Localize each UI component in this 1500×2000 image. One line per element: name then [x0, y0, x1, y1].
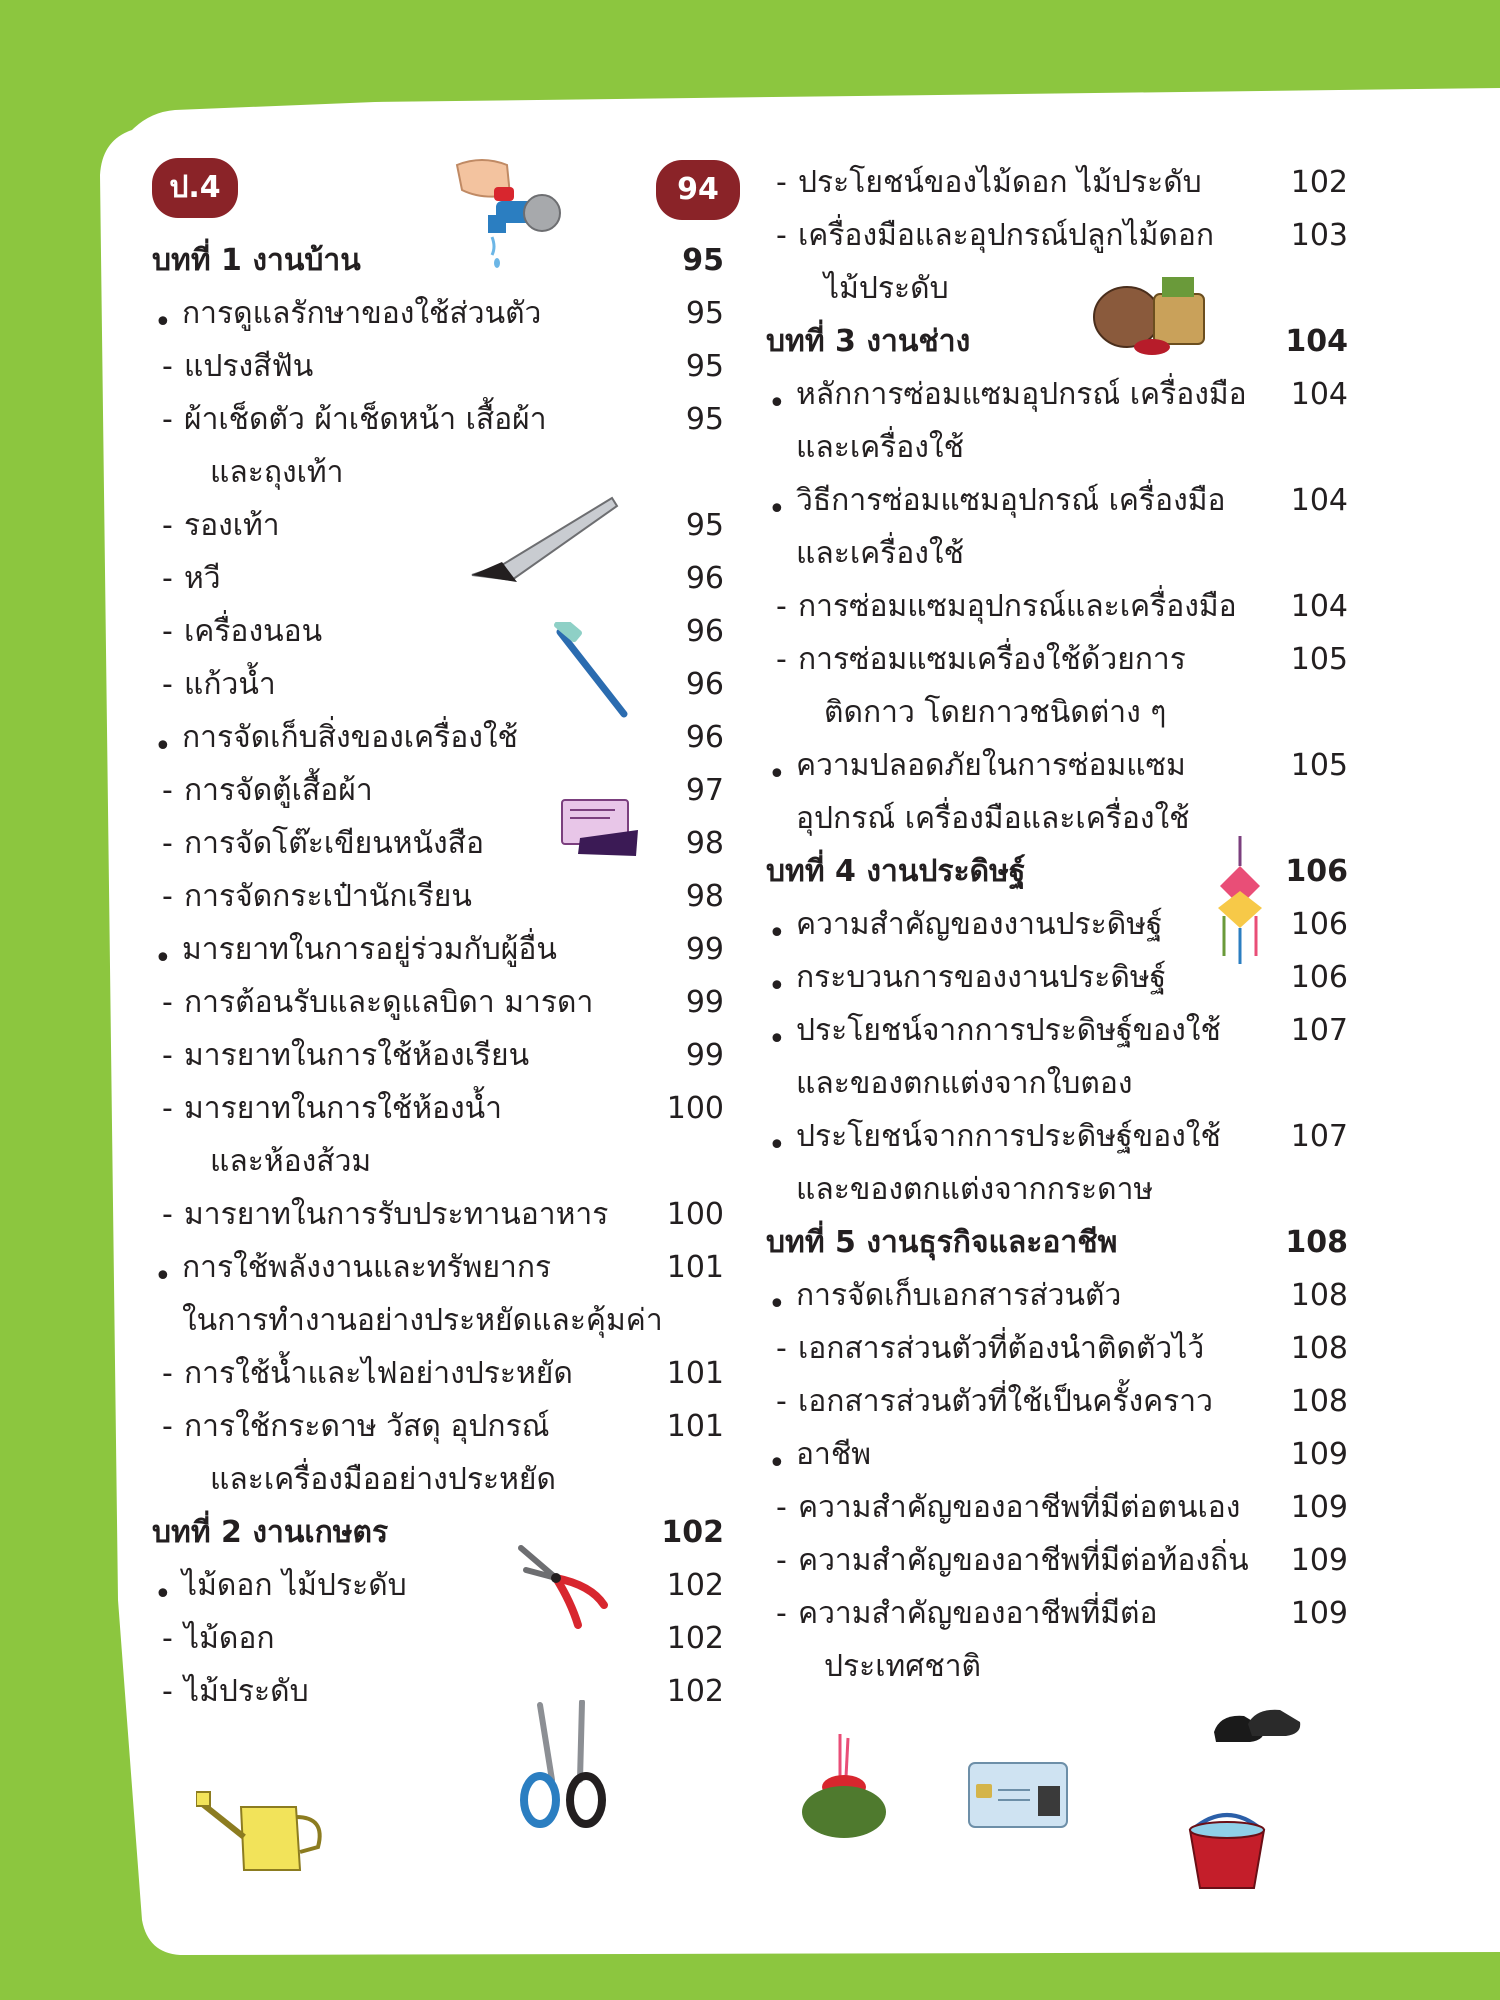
- toc-entry-text: - รองเท้า: [152, 508, 280, 543]
- toc-entry-page-number: 98: [685, 826, 724, 861]
- toc-entry-bullet: [152, 1559, 724, 1612]
- toc-entry-sub: [766, 1587, 1348, 1640]
- faucet-icon: [452, 155, 562, 270]
- comb-icon: [462, 490, 622, 590]
- toc-entry-page-number: 102: [666, 1621, 724, 1656]
- toc-entry-text: • ประโยชน์จากการประดิษฐ์ของใช้: [766, 1119, 1221, 1154]
- toc-entry-page-number: 104: [1290, 589, 1348, 624]
- toc-entry-text: ประเทศชาติ: [824, 1649, 982, 1684]
- toc-entry-page-number: 108: [1290, 1384, 1348, 1419]
- toc-entry-page-number: 108: [1285, 1225, 1348, 1260]
- toc-entry-bullet-cont: [766, 527, 1348, 580]
- toc-entry-page-number: 99: [685, 932, 724, 967]
- toc-entry-page-number: 96: [685, 561, 724, 596]
- toc-entry-sub: [766, 156, 1348, 209]
- toc-entry-sub: [152, 1082, 724, 1135]
- toc-entry-text: • วิธีการซ่อมแซมอุปกรณ์ เครื่องมือ: [766, 483, 1226, 518]
- toc-entry-sub-cont: [766, 262, 1348, 315]
- toc-entry-text: ติดกาว โดยกาวชนิดต่าง ๆ: [824, 695, 1167, 730]
- toc-entry-text: - มารยาทในการรับประทานอาหาร: [152, 1197, 608, 1232]
- toc-entry-text: และถุงเท้า: [210, 455, 344, 490]
- toc-entry-bullet: [766, 474, 1348, 527]
- toc-entry-sub: [152, 1188, 724, 1241]
- toc-entry-text: • ไม้ดอก ไม้ประดับ: [152, 1568, 407, 1603]
- toc-entry-page-number: 101: [666, 1356, 724, 1391]
- toc-entry-page-number: 95: [685, 296, 724, 331]
- toc-entry-sub: [152, 1665, 724, 1718]
- toc-entry-chapter: [766, 1216, 1348, 1269]
- toc-entry-text: • มารยาทในการอยู่ร่วมกับผู้อื่น: [152, 932, 557, 967]
- toc-entry-page-number: 108: [1290, 1331, 1348, 1366]
- watering-can-icon: [196, 1782, 331, 1877]
- toc-entry-text: - ความสำคัญของอาชีพที่มีต่อท้องถิ่น: [766, 1543, 1249, 1578]
- toc-entry-text: - การจัดโต๊ะเขียนหนังสือ: [152, 826, 484, 861]
- toc-entry-text: • ความปลอดภัยในการซ่อมแซม: [766, 748, 1186, 783]
- toc-entry-text: และเครื่องใช้: [796, 430, 964, 465]
- bucket-icon: [1184, 1800, 1270, 1892]
- toc-entry-text: - มารยาทในการใช้ห้องน้ำ: [152, 1091, 502, 1126]
- toc-entry-page-number: 102: [666, 1674, 724, 1709]
- toc-entry-page-number: 107: [1290, 1013, 1348, 1048]
- toc-entry-sub: [766, 580, 1348, 633]
- toc-entry-sub: [152, 340, 724, 393]
- toc-entry-page-number: 100: [666, 1197, 724, 1232]
- toc-entry-sub-cont: [152, 446, 724, 499]
- toc-entry-text: และของตกแต่งจากกระดาษ: [796, 1172, 1154, 1207]
- toc-entry-page-number: 106: [1290, 907, 1348, 942]
- toc-entry-page-number: 109: [1290, 1596, 1348, 1631]
- toc-entry-text: - ประโยชน์ของไม้ดอก ไม้ประดับ: [766, 165, 1202, 200]
- toc-entry-text: • การดูแลรักษาของใช้ส่วนตัว: [152, 296, 541, 331]
- toc-entry-text: และเครื่องใช้: [796, 536, 964, 571]
- toc-entry-chapter: [766, 315, 1348, 368]
- toc-entry-text: บทที่ 5 งานธุรกิจและอาชีพ: [766, 1225, 1118, 1260]
- toc-entry-text: บทที่ 1 งานบ้าน: [152, 243, 361, 278]
- toc-entry-page-number: 95: [685, 402, 724, 437]
- toc-entry-sub: [152, 1347, 724, 1400]
- toc-entry-sub-cont: [766, 1640, 1348, 1693]
- toc-entry-page-number: 96: [685, 667, 724, 702]
- toc-entry-text: - การใช้น้ำและไฟอย่างประหยัด: [152, 1356, 573, 1391]
- toc-entry-page-number: 95: [685, 508, 724, 543]
- toc-entry-page-number: 106: [1285, 854, 1348, 889]
- toc-entry-page-number: 95: [685, 349, 724, 384]
- id-card-icon: [968, 1762, 1068, 1828]
- toc-entry-sub: [152, 499, 724, 552]
- toc-entry-page-number: 99: [685, 1038, 724, 1073]
- toc-entry-text: - ไม้ดอก: [152, 1621, 275, 1656]
- toc-entry-bullet: [766, 1269, 1348, 1322]
- toc-entry-sub: [152, 976, 724, 1029]
- toc-entry-text: • ความสำคัญของงานประดิษฐ์: [766, 907, 1163, 942]
- toc-entry-text: - การจัดตู้เสื้อผ้า: [152, 773, 373, 808]
- toc-entry-page-number: 98: [685, 879, 724, 914]
- toc-entry-page-number: 108: [1290, 1278, 1348, 1313]
- toc-entry-text: - ความสำคัญของอาชีพที่มีต่อตนเอง: [766, 1490, 1240, 1525]
- toc-entry-text: • การจัดเก็บสิ่งของเครื่องใช้: [152, 720, 518, 755]
- toc-entry-bullet: [766, 368, 1348, 421]
- toc-entry-sub: [766, 1375, 1348, 1428]
- toc-entry-page-number: 105: [1290, 642, 1348, 677]
- toc-entry-sub: [766, 1322, 1348, 1375]
- toc-entry-page-number: 102: [661, 1515, 724, 1550]
- toc-entry-text: • การจัดเก็บเอกสารส่วนตัว: [766, 1278, 1121, 1313]
- toc-entry-sub: [152, 552, 724, 605]
- toc-entry-page-number: 109: [1290, 1490, 1348, 1525]
- toc-entry-sub: [152, 870, 724, 923]
- toc-entry-text: • ประโยชน์จากการประดิษฐ์ของใช้: [766, 1013, 1221, 1048]
- toc-entry-page-number: 109: [1290, 1437, 1348, 1472]
- toc-entry-sub-cont: [766, 686, 1348, 739]
- toothbrush-icon: [552, 622, 642, 722]
- toc-entry-page-number: 96: [685, 720, 724, 755]
- toc-entry-sub-cont: [152, 1135, 724, 1188]
- shoes-icon: [1210, 1700, 1306, 1748]
- toc-entry-page-number: 102: [1290, 165, 1348, 200]
- toc-entry-bullet: [766, 739, 1348, 792]
- toc-entry-page-number: 109: [1290, 1543, 1348, 1578]
- toc-entry-text: • อาชีพ: [766, 1437, 871, 1472]
- toc-entry-text: - ความสำคัญของอาชีพที่มีต่อ: [766, 1596, 1158, 1631]
- toc-entry-page-number: 103: [1290, 218, 1348, 253]
- grade-badge: ป.4: [152, 158, 238, 218]
- pruning-shears-icon: [516, 1540, 611, 1630]
- toc-entry-text: • หลักการซ่อมแซมอุปกรณ์ เครื่องมือ: [766, 377, 1247, 412]
- toc-entry-bullet-cont: [766, 421, 1348, 474]
- toc-entry-text: และของตกแต่งจากใบตอง: [796, 1066, 1133, 1101]
- toc-entry-page-number: 100: [666, 1091, 724, 1126]
- toc-entry-page-number: 104: [1285, 324, 1348, 359]
- toc-entry-page-number: 106: [1290, 960, 1348, 995]
- toc-entry-sub: [152, 1400, 724, 1453]
- toc-entry-bullet: [766, 1004, 1348, 1057]
- toc-entry-text: บทที่ 4 งานประดิษฐ์: [766, 854, 1026, 889]
- toc-entry-text: - การใช้กระดาษ วัสดุ อุปกรณ์: [152, 1409, 550, 1444]
- grade-page-badge: 94: [656, 160, 740, 220]
- toc-entry-page-number: 107: [1290, 1119, 1348, 1154]
- toc-entry-bullet: [152, 923, 724, 976]
- toc-entry-text: - ไม้ประดับ: [152, 1674, 309, 1709]
- toc-entry-bullet: [766, 1110, 1348, 1163]
- toc-entry-sub: [766, 1481, 1348, 1534]
- toc-entry-text: และห้องส้วม: [210, 1144, 372, 1179]
- toc-entry-text: • การใช้พลังงานและทรัพยากร: [152, 1250, 551, 1285]
- toc-entry-bullet-cont: [766, 1057, 1348, 1110]
- toc-entry-text: - เอกสารส่วนตัวที่ต้องนำติดตัวไว้: [766, 1331, 1204, 1366]
- toc-entry-text: - การซ่อมแซมเครื่องใช้ด้วยการ: [766, 642, 1186, 677]
- toc-entry-text: - เครื่องนอน: [152, 614, 322, 649]
- hanging-mobile-icon: [1210, 836, 1270, 966]
- toc-entry-page-number: 96: [685, 614, 724, 649]
- toc-entry-chapter: [152, 234, 724, 287]
- toc-entry-sub: [766, 633, 1348, 686]
- toc-entry-text: บทที่ 3 งานช่าง: [766, 324, 971, 359]
- toc-entry-page-number: 97: [685, 773, 724, 808]
- toc-entry-text: - เครื่องมือและอุปกรณ์ปลูกไม้ดอก: [766, 218, 1214, 253]
- toc-entry-text: - การซ่อมแซมอุปกรณ์และเครื่องมือ: [766, 589, 1237, 624]
- toc-entry-sub: [152, 393, 724, 446]
- toc-entry-text: อุปกรณ์ เครื่องมือและเครื่องใช้: [796, 801, 1190, 836]
- toc-entry-text: - ผ้าเช็ดตัว ผ้าเช็ดหน้า เสื้อผ้า: [152, 402, 547, 437]
- toc-entry-text: ไม้ประดับ: [824, 271, 949, 306]
- toc-entry-page-number: 104: [1290, 483, 1348, 518]
- toc-entry-bullet-cont: [766, 1163, 1348, 1216]
- toc-entry-text: - เอกสารส่วนตัวที่ใช้เป็นครั้งคราว: [766, 1384, 1213, 1419]
- toc-entry-bullet-cont: [152, 1294, 724, 1347]
- krathong-icon: [800, 1732, 888, 1842]
- toc-entry-page-number: 101: [666, 1250, 724, 1285]
- toc-entry-bullet: [152, 287, 724, 340]
- toc-entry-sub-cont: [152, 1453, 724, 1506]
- toc-entry-text: - การต้อนรับและดูแลบิดา มารดา: [152, 985, 593, 1020]
- toc-left-column: [152, 234, 724, 1718]
- scissors-icon: [510, 1700, 620, 1830]
- toc-entry-sub: [152, 1612, 724, 1665]
- toc-entry-page-number: 102: [666, 1568, 724, 1603]
- toc-entry-page-number: 99: [685, 985, 724, 1020]
- toc-entry-sub: [152, 1029, 724, 1082]
- toc-entry-sub: [766, 209, 1348, 262]
- toc-entry-text: - แปรงสีฟัน: [152, 349, 313, 384]
- toc-entry-text: ในการทำงานอย่างประหยัดและคุ้มค่า: [182, 1303, 663, 1338]
- toc-entry-text: - หวี: [152, 561, 221, 596]
- toc-entry-page-number: 104: [1290, 377, 1348, 412]
- toc-entry-page-number: 95: [682, 243, 724, 278]
- toc-entry-text: - การจัดกระเป๋านักเรียน: [152, 879, 472, 914]
- toc-entry-text: - แก้วน้ำ: [152, 667, 276, 702]
- toc-entry-bullet: [766, 1428, 1348, 1481]
- toc-entry-chapter: [152, 1506, 724, 1559]
- toc-entry-sub: [766, 1534, 1348, 1587]
- toc-entry-page-number: 101: [666, 1409, 724, 1444]
- document-folder-icon: [560, 796, 640, 858]
- toc-entry-text: • กระบวนการของงานประดิษฐ์: [766, 960, 1166, 995]
- toc-entry-text: - มารยาทในการใช้ห้องเรียน: [152, 1038, 529, 1073]
- toc-entry-text: และเครื่องมืออย่างประหยัด: [210, 1462, 556, 1497]
- toc-entry-page-number: 105: [1290, 748, 1348, 783]
- woven-crafts-icon: [1092, 272, 1212, 357]
- toc-entry-text: บทที่ 2 งานเกษตร: [152, 1515, 389, 1550]
- toc-entry-bullet: [152, 1241, 724, 1294]
